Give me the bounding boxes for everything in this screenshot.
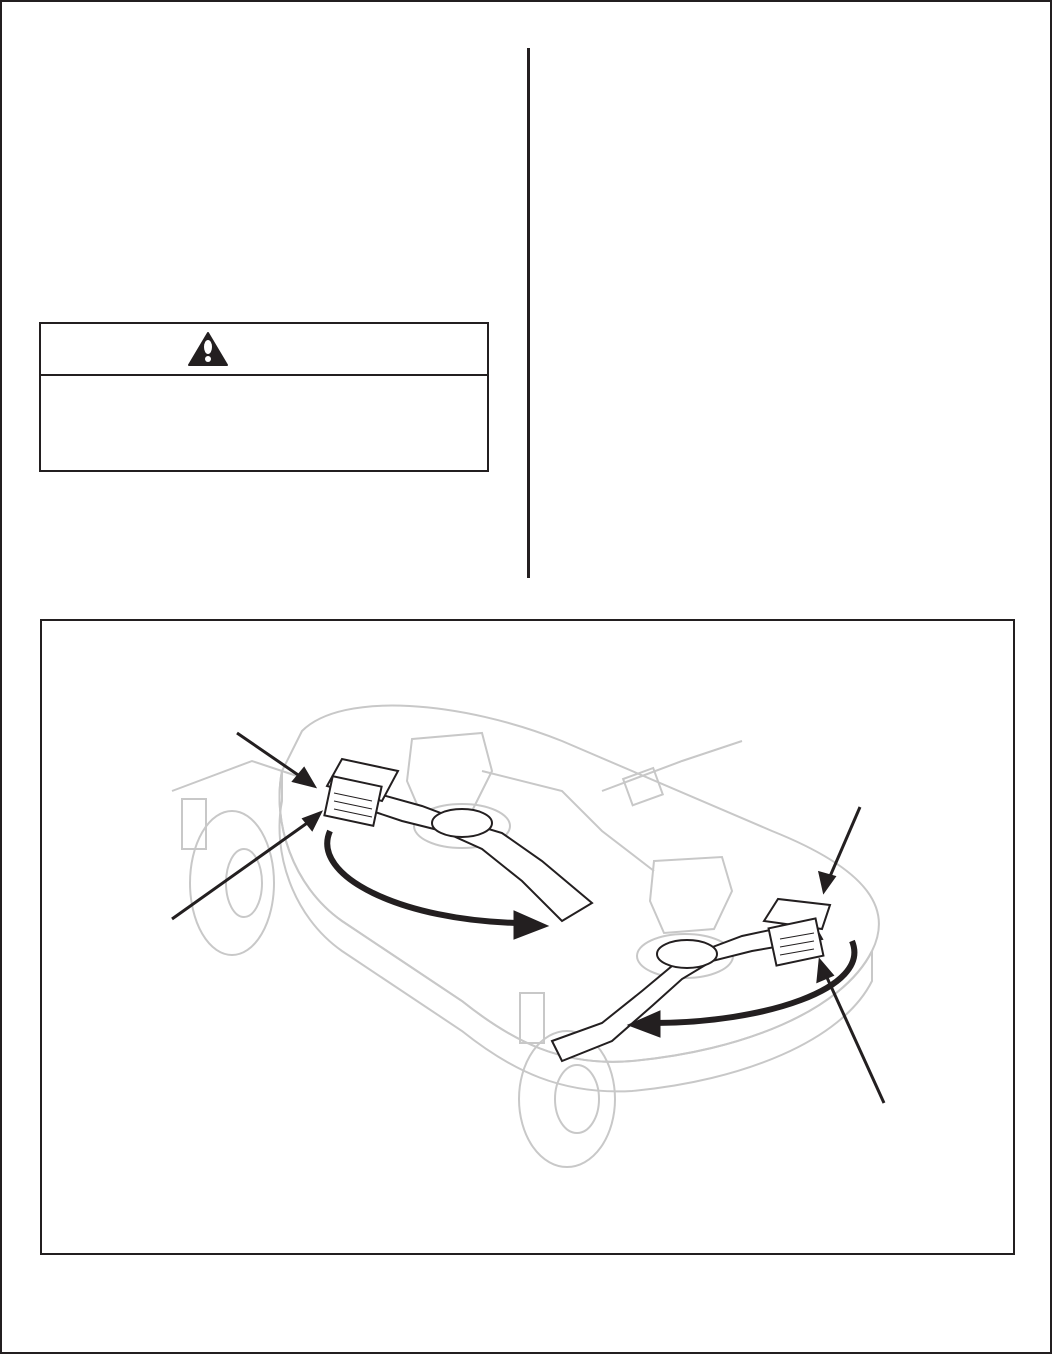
right-blade-hub (657, 940, 717, 968)
mower-deck-illustration (42, 621, 1013, 1253)
figure-box (40, 619, 1015, 1255)
pointer-arrow-upper-left (237, 733, 304, 779)
right-caster-wheel-hub (555, 1065, 599, 1133)
deck-outline (280, 706, 879, 1062)
pointer-arrow-lower-left (172, 821, 310, 919)
left-caster-post (182, 799, 206, 849)
warning-box (39, 322, 489, 472)
right-gearbox (650, 857, 732, 933)
left-caster-arm (172, 761, 312, 791)
warning-triangle-icon (187, 331, 229, 367)
right-caster-post (520, 993, 544, 1043)
left-blade-hub (432, 809, 492, 837)
left-gearbox (407, 733, 492, 816)
left-rotation-arrowhead (514, 911, 548, 939)
pointer-arrow-lower-right (824, 971, 884, 1103)
column-divider (527, 48, 530, 578)
drive-coupler (623, 768, 663, 805)
warning-header (41, 324, 487, 376)
right-blade-label-block (769, 918, 824, 965)
drive-shaft (602, 741, 742, 791)
